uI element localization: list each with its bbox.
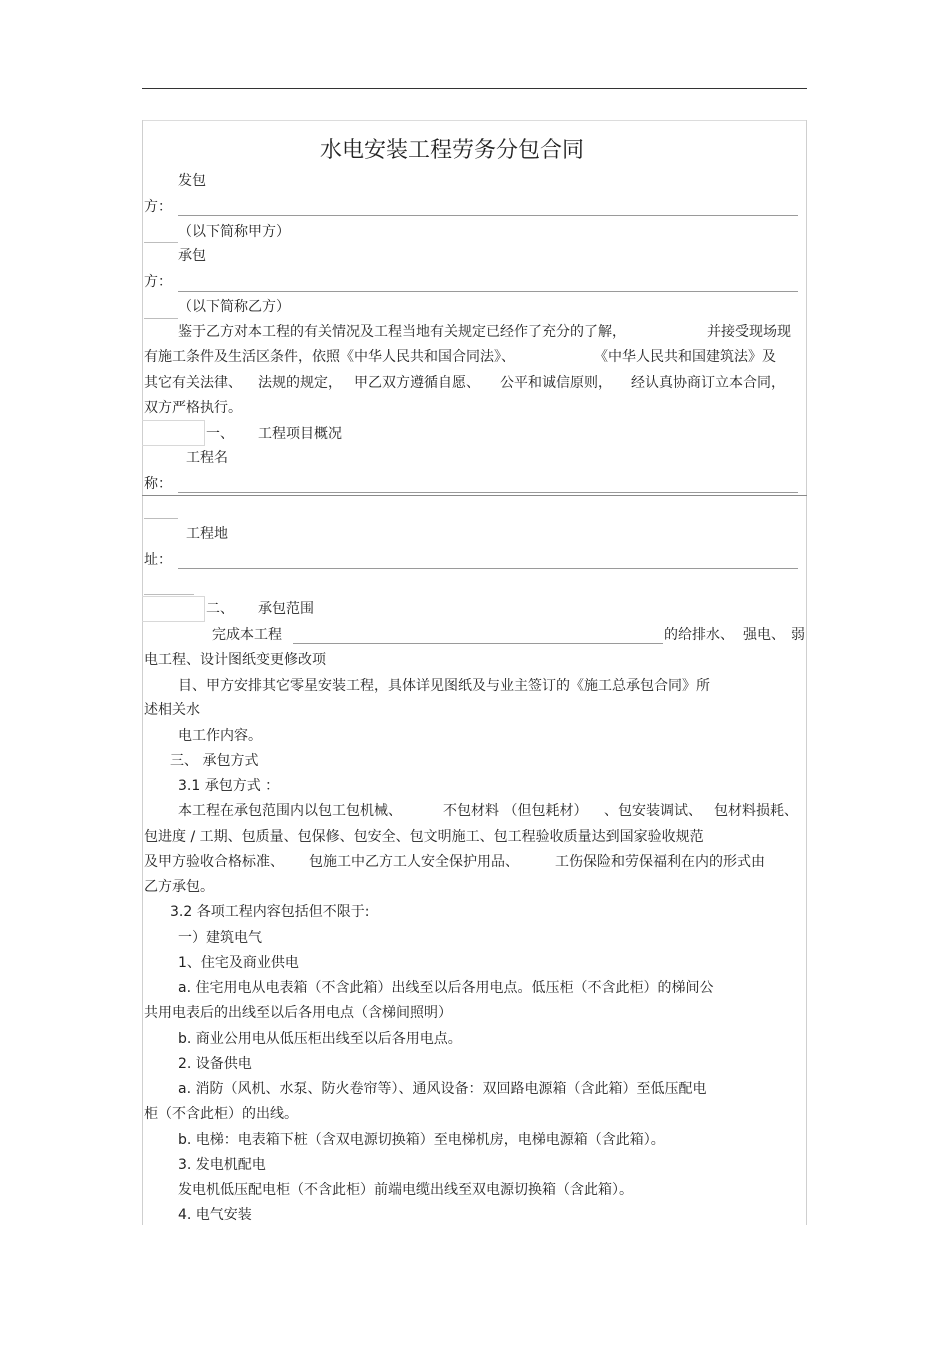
project-name-label-bottom: 称：	[144, 476, 172, 492]
document-title: 水电安装工程劳务分包合同	[320, 138, 585, 163]
scope-line1-a: 完成本工程	[212, 627, 282, 643]
item-2a-line2: 柜（不含此柜）的出线。	[144, 1106, 298, 1122]
frame-right-border	[806, 120, 807, 1225]
item-2-heading: 2. 设备供电	[178, 1056, 252, 1072]
frame-top-border	[142, 120, 807, 121]
preamble-line4: 双方严格执行。	[144, 400, 242, 416]
party-b-alias: （以下简称乙方）	[178, 299, 290, 315]
party-b-label-top: 承包	[178, 248, 206, 264]
top-rule	[142, 88, 807, 89]
page-break-line	[142, 495, 807, 496]
project-address-short-line	[144, 594, 194, 595]
party-b-short-line	[144, 318, 178, 319]
clause-3-2: 3.2 各项工程内容包括但不限于:	[170, 904, 370, 920]
item-3-heading: 3. 发电机配电	[178, 1157, 266, 1173]
item-1a-line1: a. 住宅用电从电表箱（不含此箱）出线至以后各用电点。低压柜（不含此柜）的梯间公	[178, 980, 714, 996]
party-a-fill-line	[178, 215, 798, 216]
preamble-line3-b: 法规的规定，	[258, 375, 342, 391]
method-p1-b: 不包材料 （但包耗材）	[443, 803, 588, 819]
clause-3-1: 3.1 承包方式 ：	[178, 778, 280, 794]
method-p4: 乙方承包。	[144, 879, 214, 895]
preamble-line2-b: 《中华人民共和国建筑法》及	[594, 349, 776, 365]
scope-line5: 电工作内容。	[178, 728, 262, 744]
project-address-label-top: 工程地	[186, 526, 228, 542]
frame-left-border	[142, 120, 143, 1225]
preamble-line1-b: 并接受现场现	[707, 324, 791, 340]
party-b-label-bottom: 方：	[144, 274, 172, 290]
project-name-label-top: 工程名	[186, 450, 228, 466]
method-p3-a: 及甲方验收合格标准、	[144, 854, 284, 870]
item-3-text: 发电机低压配电柜（不含此柜）前端电缆出线至双电源切换箱（含此箱）。	[178, 1182, 633, 1198]
scope-line2: 电工程、设计图纸变更修改项	[144, 652, 326, 668]
party-a-label-top: 发包	[178, 173, 206, 189]
scope-line1-c: 强电、	[743, 627, 785, 643]
scope-line1-d: 弱	[791, 627, 805, 643]
party-a-label-bottom: 方：	[144, 199, 172, 215]
section2-title: 承包范围	[258, 601, 314, 617]
project-address-fill-line	[178, 568, 798, 569]
preamble-line3-c: 甲乙双方遵循自愿、	[354, 375, 480, 391]
method-p1-c: 、包安装调试、	[604, 803, 702, 819]
method-p1-d: 包材料损耗、	[714, 803, 798, 819]
preamble-line3-a: 其它有关法律、	[144, 375, 242, 391]
preamble-line1-a: 鉴于乙方对本工程的有关情况及工程当地有关规定已经作了充分的了解，	[178, 324, 626, 340]
method-p3-b: 包施工中乙方工人安全保护用品、	[309, 854, 519, 870]
method-p2: 包进度 / 工期、包质量、包保修、包安全、包文明施工、包工程验收质量达到国家验收规范	[144, 829, 704, 845]
scope-line4: 述相关水	[144, 702, 200, 718]
scope-line1-b: 的给排水、	[664, 627, 734, 643]
section2-number: 二、	[206, 601, 234, 617]
item-2b: b. 电梯：电表箱下桩（含双电源切换箱）至电梯机房，电梯电源箱（含此箱）。	[178, 1132, 665, 1148]
project-address-label-bottom: 址：	[144, 552, 172, 568]
party-a-short-line	[144, 242, 178, 243]
subsection-building-electrical: 一）建筑电气	[178, 930, 262, 946]
section1-number: 一、	[206, 426, 234, 442]
section2-number-box	[142, 596, 205, 622]
section1-number-box	[142, 420, 205, 446]
item-2a-line1: a. 消防（风机、水泵、防火卷帘等）、通风设备：双回路电源箱（含此箱）至低压配电	[178, 1081, 707, 1097]
item-4-heading: 4. 电气安装	[178, 1207, 252, 1223]
preamble-line3-d: 公平和诚信原则，	[500, 375, 612, 391]
section1-title: 工程项目概况	[258, 426, 342, 442]
item-1a-line2: 共用电表后的出线至以后各用电点（含梯间照明）	[144, 1005, 452, 1021]
scope-project-fill-line	[293, 643, 663, 644]
project-name-short-line	[144, 518, 178, 519]
item-1b: b. 商业公用电从低压柜出线至以后各用电点。	[178, 1031, 462, 1047]
party-b-fill-line	[178, 291, 798, 292]
preamble-line2-a: 有施工条件及生活区条件，依照《中华人民共和国合同法》、	[144, 349, 515, 365]
preamble-line3-e: 经认真协商订立本合同，	[631, 375, 785, 391]
method-p1-a: 本工程在承包范围内以包工包机械、	[178, 803, 402, 819]
project-name-fill-line	[178, 492, 798, 493]
party-a-alias: （以下简称甲方）	[178, 224, 290, 240]
method-p3-c: 工伤保险和劳保福利在内的形式由	[555, 854, 765, 870]
scope-line3: 目、甲方安排其它零星安装工程，具体详见图纸及与业主签订的《施工总承包合同》所	[178, 678, 710, 694]
item-1-heading: 1、住宅及商业供电	[178, 955, 299, 971]
section3-title: 三、 承包方式	[170, 753, 259, 769]
